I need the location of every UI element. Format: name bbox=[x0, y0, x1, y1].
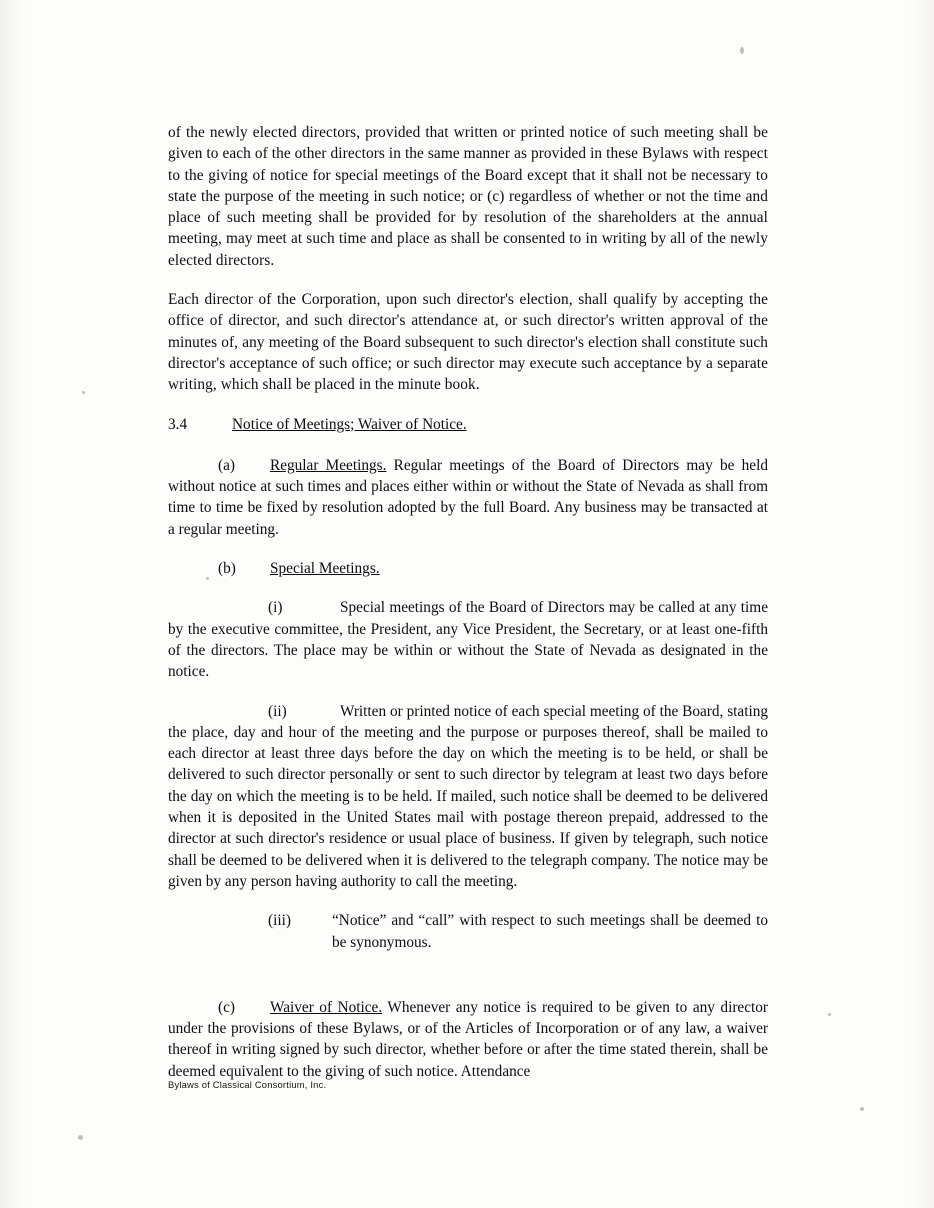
list-item-c-label: (c) bbox=[218, 998, 235, 1016]
list-item-a-label: (a) bbox=[218, 456, 235, 474]
list-item-a-text: Regular meetings of the Board of Directors may be held without notice at such times and places either within or without the State of Nevada as shall from time to time be fixed by resolution adopted by the full Board. Any business may be transacted at a regular meeting. bbox=[168, 456, 768, 538]
list-item-roman-iii-text: “Notice” and “call” with respect to such meetings shall be deemed to be synonymous. bbox=[332, 912, 768, 951]
section-number: 3.4 bbox=[168, 415, 188, 433]
scan-speck bbox=[740, 47, 744, 54]
list-item-roman-iii-label: (iii) bbox=[268, 912, 291, 930]
list-item-c bbox=[168, 997, 768, 1082]
paragraph-newly-elected: of the newly elected directors, provided that written or printed notice of such meeting shall be given to each of the other directors in the same manner as provided in these Bylaws with respect to the giving of notice for special meetings of the Board except that it shall not be necessary to state the purpose of the meeting in such notice; or (c) regardless of whether or not the time and place of such meeting shall be provided for by resolution of the shareholders at the annual meeting, may meet at such time and place as shall be consented to in writing by all of the newly elected directors. bbox=[168, 124, 768, 269]
section-title: Notice of Meetings; Waiver of Notice. bbox=[232, 415, 467, 433]
list-item-a bbox=[168, 455, 768, 540]
section-heading bbox=[168, 414, 768, 435]
list-item-a-title: Regular Meetings. bbox=[270, 456, 387, 474]
scan-edge-left bbox=[0, 0, 26, 1208]
list-item-roman-ii-label: (ii) bbox=[268, 702, 287, 720]
page-footer: Bylaws of Classical Consortium, Inc. bbox=[168, 1079, 327, 1090]
scan-speck bbox=[860, 1107, 864, 1111]
list-item-b-title: Special Meetings. bbox=[270, 560, 380, 578]
list-item-b-label: (b) bbox=[218, 560, 236, 578]
scan-edge-right bbox=[908, 0, 934, 1208]
paragraph-each-director: Each director of the Corporation, upon such director's election, shall qualify by accepting the office of director, and such director's attendance at, or such director's written approval of the minutes of, any meeting of the Board subsequent to such director's election shall constitute such director's acceptance of such office; or such director may execute such acceptance by a separate writing, which shall be placed in the minute book. bbox=[168, 291, 768, 394]
list-item-c-title: Waiver of Notice. bbox=[270, 998, 383, 1016]
list-item-roman-i-text: Special meetings of the Board of Directors may be called at any time by the executive committee, the President, any Vice President, the Secretary, or at least one-fifth of the directors. The place may be within or without the State of Nevada as designated in the notice. bbox=[168, 599, 768, 681]
paragraph-gap bbox=[168, 971, 768, 997]
scan-speck bbox=[828, 1013, 831, 1016]
document-body bbox=[168, 122, 768, 1100]
list-item-c-text: Whenever any notice is required to be given to any director under the provisions of these Bylaws, or of the Articles of Incorporation or of any law, a waiver thereof in writing signed by such director, whether before or after the time stated therein, shall be deemed equivalent to the giving of such notice. Attendance bbox=[168, 998, 768, 1080]
list-item-roman-iii bbox=[168, 910, 768, 953]
scan-speck bbox=[82, 391, 85, 394]
scan-speck bbox=[78, 1135, 83, 1140]
list-item-roman-i bbox=[168, 597, 768, 682]
list-item-roman-ii bbox=[168, 701, 768, 893]
list-item-roman-ii-text: Written or printed notice of each special meeting of the Board, stating the place, day and hour of the meeting and the purpose or purposes thereof, shall be mailed to each director at least three days before the day on which the meeting is to be held, or shall be delivered to such director personally or sent to such director by telegram at least two days before the day on which the meeting is to be held. If mailed, such notice shall be deemed to be delivered when it is deposited in the United States mail with postage thereon prepaid, addressed to the director at such director's residence or usual place of business. If given by telegraph, such notice shall be deemed to be delivered when it is delivered to the telegraph company. The notice may be given by any person having authority to call the meeting. bbox=[168, 702, 768, 890]
list-item-roman-i-label: (i) bbox=[268, 599, 283, 617]
list-item-b bbox=[168, 558, 768, 579]
